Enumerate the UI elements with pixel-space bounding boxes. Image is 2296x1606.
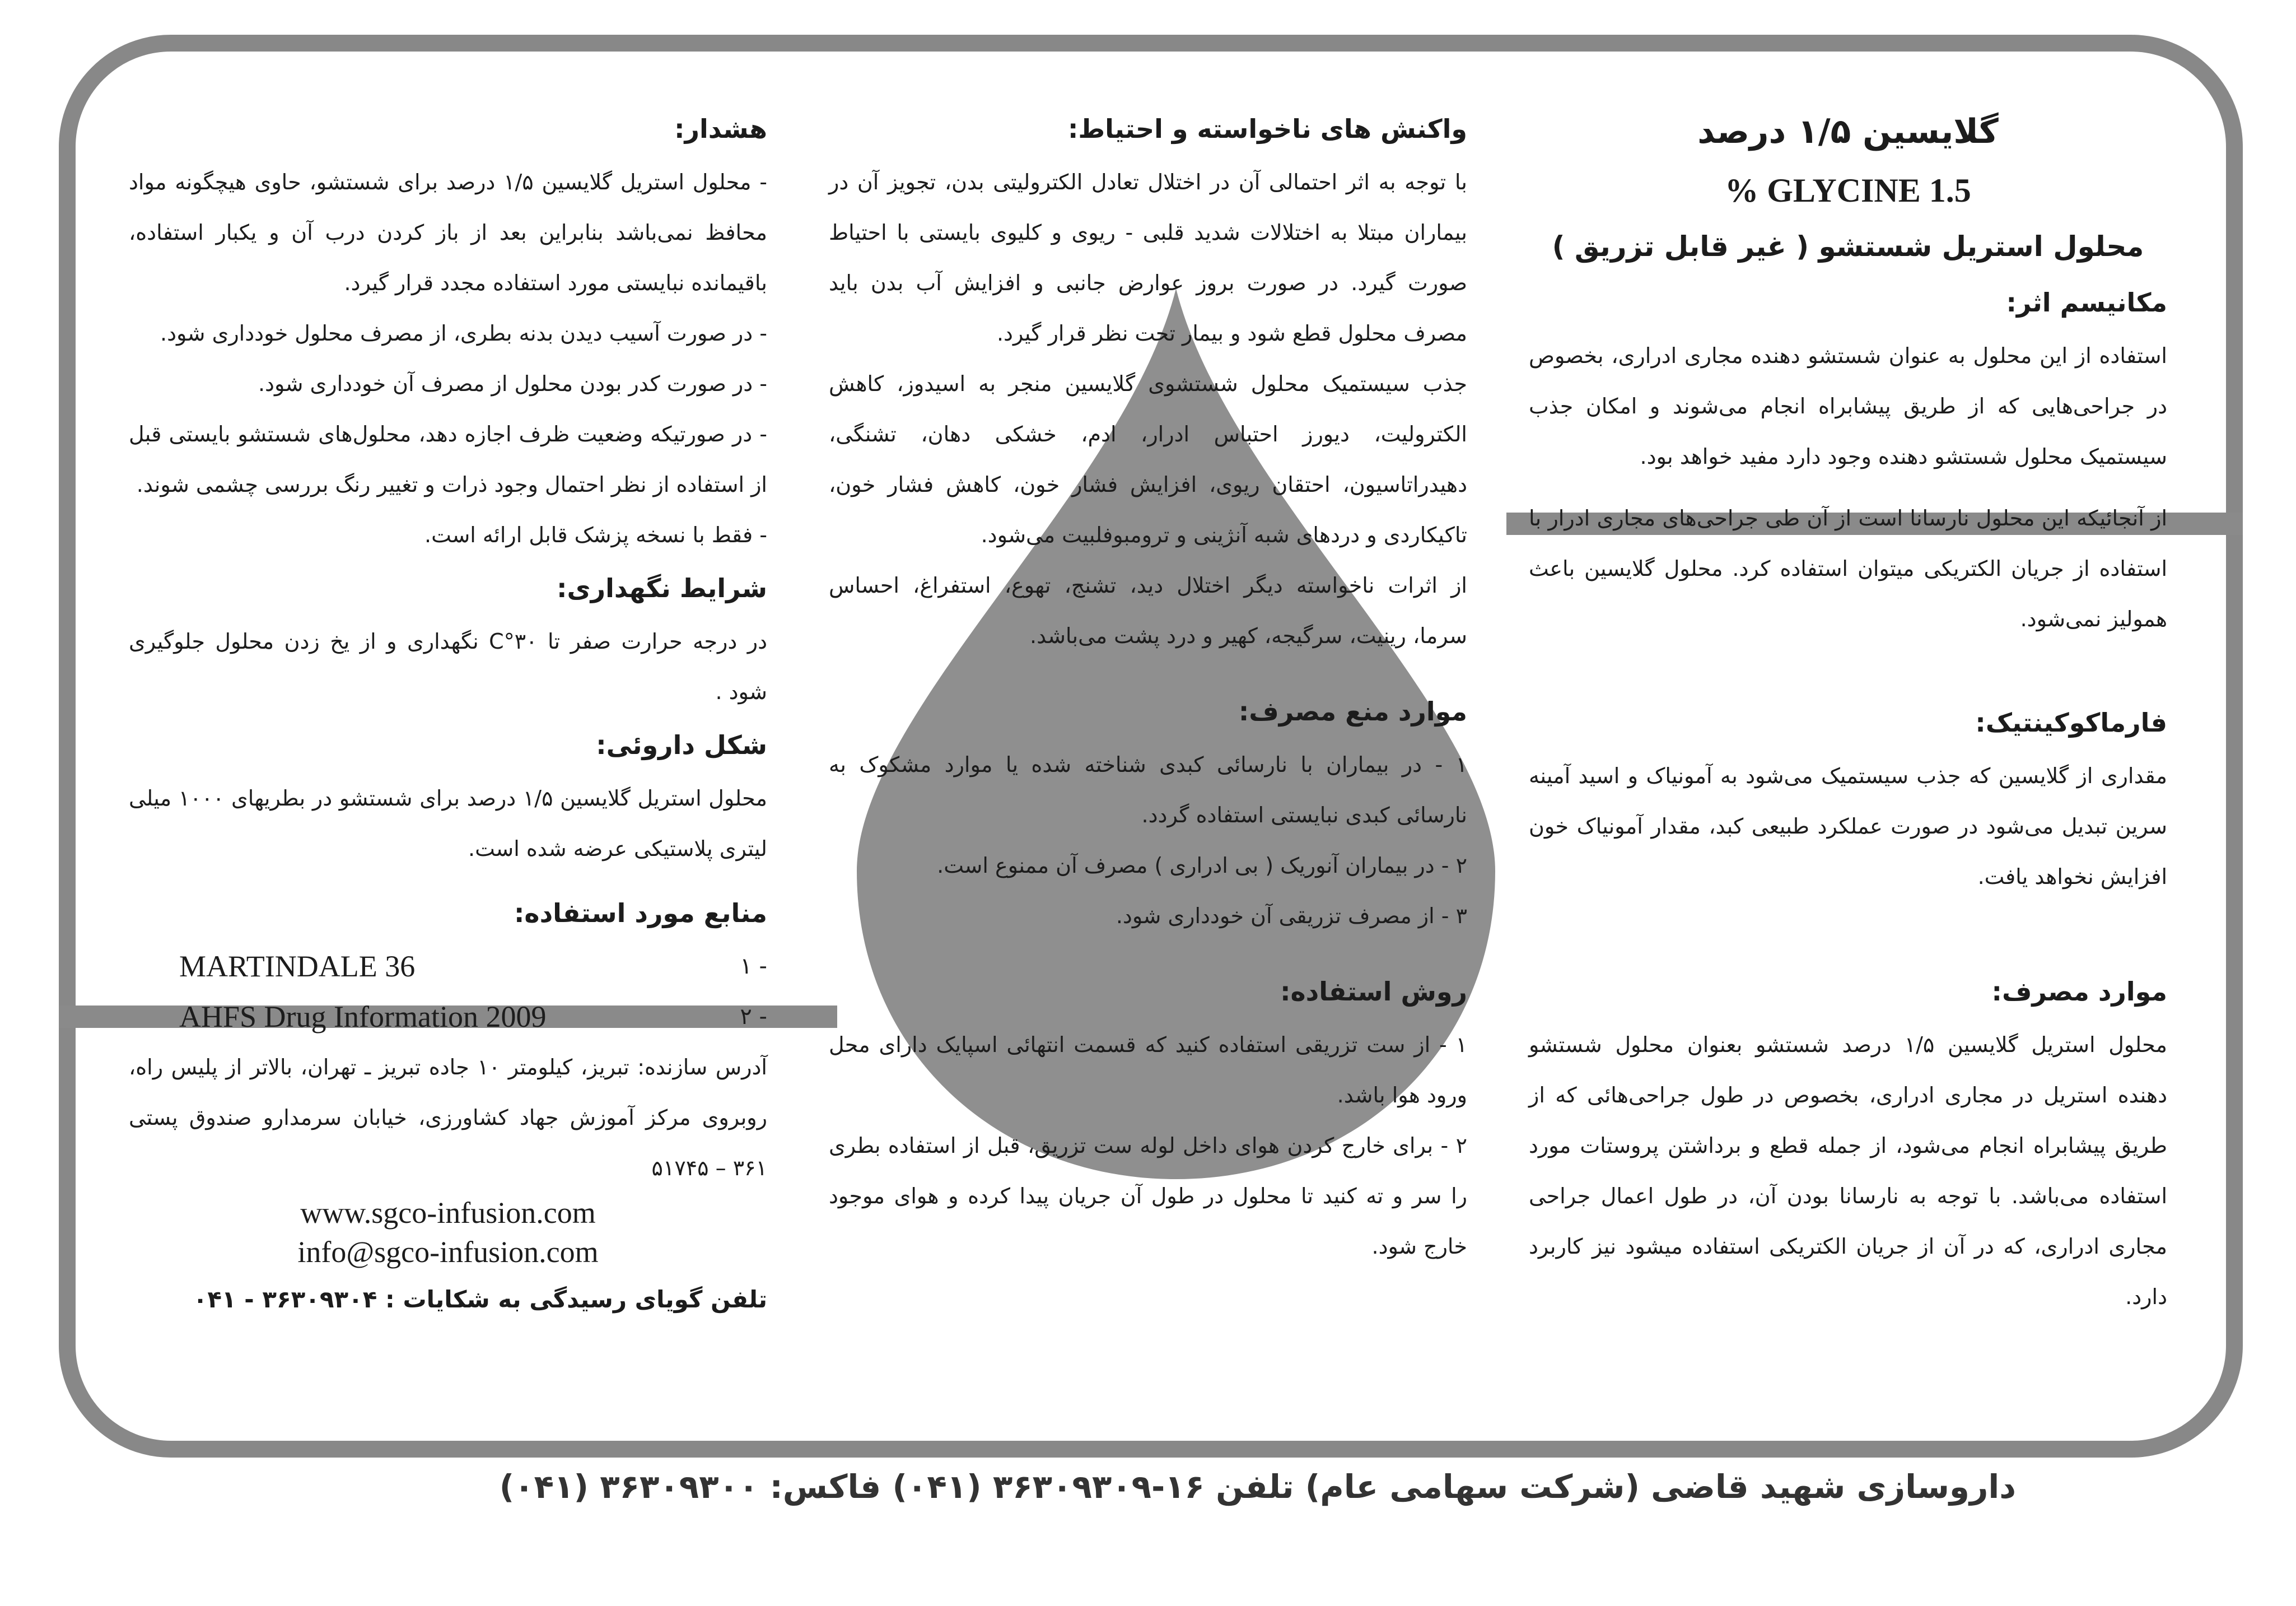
mechanism-heading: مکانیسم اثر: (2006, 287, 2167, 318)
adverse-paragraph-3: از اثرات ناخواسته دیگر اختلال دید، تشنج، تهوع، استفراغ، احساس سرما، رینیت، سرگیجه، کهیر و درد پشت می‌باشد. (829, 573, 1467, 648)
mechanism-paragraph-2: از آنجائیکه این محلول نارسانا است از آن طی جراحی‌های مجاری ادرار با استفاده از جریان الکتریکی میتوان استفاده کرد. محلول گلایسین باعث همولیز نمی‌شود. (1529, 506, 2167, 631)
title-fa: گلایسین ۱/۵ درصد (1697, 112, 1999, 151)
dosage-form-heading: شکل داروئی: (596, 730, 767, 760)
reference-2-text: AHFS Drug Information 2009 (179, 1000, 547, 1034)
usage-item-2: ۲ - برای خارج کردن هوای داخل لوله ست تزریق، قبل از استفاده بطری را سر و ته کنید تا محلول در طول آن جریان پیدا کرده و هوای موجود خارج شود. (829, 1133, 1467, 1259)
adverse-paragraph-1: با توجه به اثر احتمالی آن در اختلال تعادل الکترولیتی بدن، تجویز آن در بیماران مبتلا به اختلالات شدید قلبی - ریوی و کلیوی بایستی با احتیاط صورت گیرد. در صورت بروز عوارض جانبی و افزایش آب بدن باید مصرف محلول قطع شود و بیمار تحت نظر قرار گیرد. (829, 170, 1467, 346)
usage-item-1: ۱ - از ست تزریقی استفاده کنید که قسمت انتهائی اسپایک دارای محل ورود هوا باشد. (829, 1032, 1467, 1107)
reference-2-number: ۲ - (740, 1004, 767, 1030)
contraindication-item-1: ۱ - در بیماران با نارسائی کبدی شناخته شده یا موارد مشکوک به نارسائی کبدی نبایستی استفاده گردد. (829, 752, 1467, 827)
left-column (129, 101, 767, 1328)
usage-heading: روش استفاده: (1280, 976, 1467, 1007)
website-link[interactable]: www.sgco-infusion.com (300, 1196, 596, 1230)
complaints-phone: تلفن گویای رسیدگی به شکایات : ۳۶۳۰۹۳۰۴ - ۰۴۱ (193, 1286, 767, 1313)
reference-1-text: MARTINDALE 36 (179, 949, 416, 983)
reference-row-1 (179, 941, 767, 991)
reference-1-number: ۱ - (740, 953, 767, 979)
adverse-paragraph-2: جذب سیستمیک محلول شستشوی گلایسین منجر به اسیدوز، کاهش الکترولیت، دیورز احتباس ادرار، ادم، خشکی دهان، تشنگی، دهیدراتاسیون، احتقان ریوی، افزایش فشار خون، کاهش فشار خون، تاکیکاردی و دردهای شبه آنژینی و ترومبوفلبیت می‌شود. (829, 371, 1467, 547)
contraindication-item-3: ۳ - از مصرف تزریقی آن خودداری شود. (1116, 904, 1467, 928)
adverse-heading: واکنش های ناخواسته و احتیاط: (1067, 114, 1467, 144)
email-link[interactable]: info@sgco-infusion.com (297, 1235, 599, 1269)
company-footer: داروسازی شهید قاضی (شرکت سهامی عام) تلفن ۱۶-۳۶۳۰۹۳۰۹ (۰۴۱) فاکس: ۳۶۳۰۹۳۰۰ (۰۴۱) (499, 1468, 2016, 1506)
pharmacokinetics-paragraph: مقداری از گلایسین که جذب سیستمیک می‌شود به آمونیاک و اسید آمینه سرین تبدیل می‌شود در صورت عملکرد طبیعی کبد، مقدار آمونیاک خون افزایش نخواهد یافت. (1529, 764, 2167, 889)
storage-paragraph: در درجه حرارت صفر تا ۳۰°C نگهداری و از یخ زدن محلول جلوگیری شود . (129, 629, 767, 704)
middle-column (829, 101, 1467, 1272)
warning-item-5: - فقط با نسخه پزشک قابل ارائه است. (424, 523, 767, 547)
indications-paragraph: محلول استریل گلایسین ۱/۵ درصد شستشو بعنوان محلول شستشو دهنده استریل در مجاری ادراری، بخصوص در طول جراحی‌هائی که از طریق پیشابراه انجام می‌شود، از جمله قطع و برداشتن پروستات مورد استفاده می‌باشد. با توجه به نارسانا بودن آن، در طول اعمال جراحی مجاری ادراری، که در آن از جریان الکتریکی استفاده میشود نیز کاربرد دارد. (1529, 1032, 2167, 1309)
warning-item-3: - در صورت کدر بودن محلول از مصرف آن خودداری شود. (258, 371, 767, 396)
manufacturer-address: آدرس سازنده: تبریز، کیلومتر ۱۰ جاده تبریز ـ تهران، بالاتر از پلیس راه، روبروی مرکز آموزش جهاد کشاورزی، خیابان سرمدارو صندوق پستی ۳۶۱ – ۵۱۷۴۵ (129, 1055, 767, 1180)
subtitle: محلول استریل شستشو ( غیر قابل تزریق ) (1552, 230, 2144, 263)
title-en: GLYCINE 1.5 % (1725, 172, 1971, 209)
pharmacokinetics-heading: فارماکوکینتیک: (1975, 707, 2167, 738)
right-column (1529, 101, 2167, 1322)
reference-row-2 (179, 991, 767, 1042)
references-list (129, 941, 767, 1042)
warnings-heading: هشدار: (674, 114, 767, 144)
references-heading: منابع مورد استفاده: (514, 898, 767, 928)
contraindication-item-2: ۲ - در بیماران آنوریک ( بی ادراری ) مصرف آن ممنوع است. (937, 853, 1467, 878)
storage-heading: شرایط نگهداری: (557, 573, 767, 603)
contraindications-heading: موارد منع مصرف: (1238, 696, 1467, 727)
warning-item-2: - در صورت آسیب دیدن بدنه بطری، از مصرف محلول خودداری شود. (160, 321, 767, 346)
warning-item-4: - در صورتیکه وضعیت ظرف اجازه دهد، محلول‌های شستشو بایستی قبل از استفاده از نظر احتمال وجود ذرات و تغییر رنگ بررسی چشمی شوند. (129, 422, 767, 497)
dosage-form-paragraph: محلول استریل گلایسین ۱/۵ درصد برای شستشو در بطریهای ۱۰۰۰ میلی لیتری پلاستیکی عرضه شده است. (129, 786, 768, 861)
indications-heading: موارد مصرف: (1991, 976, 2167, 1007)
mechanism-paragraph-1: استفاده از این محلول به عنوان شستشو دهنده مجاری ادراری، بخصوص در جراحی‌هایی که از طریق پیشابراه انجام می‌شوند و امکان جذب سیستمیک محلول شستشو دهنده وجود دارد مفید خواهد بود. (1529, 343, 2167, 469)
warning-item-1: - محلول استریل گلایسین ۱/۵ درصد برای شستشو، حاوی هیچگونه مواد محافظ نمی‌باشد بنابراین بعد از باز کردن درب آن و یکبار استفاده، باقیمانده نبایستی مورد استفاده مجدد قرار گیرد. (129, 170, 767, 295)
